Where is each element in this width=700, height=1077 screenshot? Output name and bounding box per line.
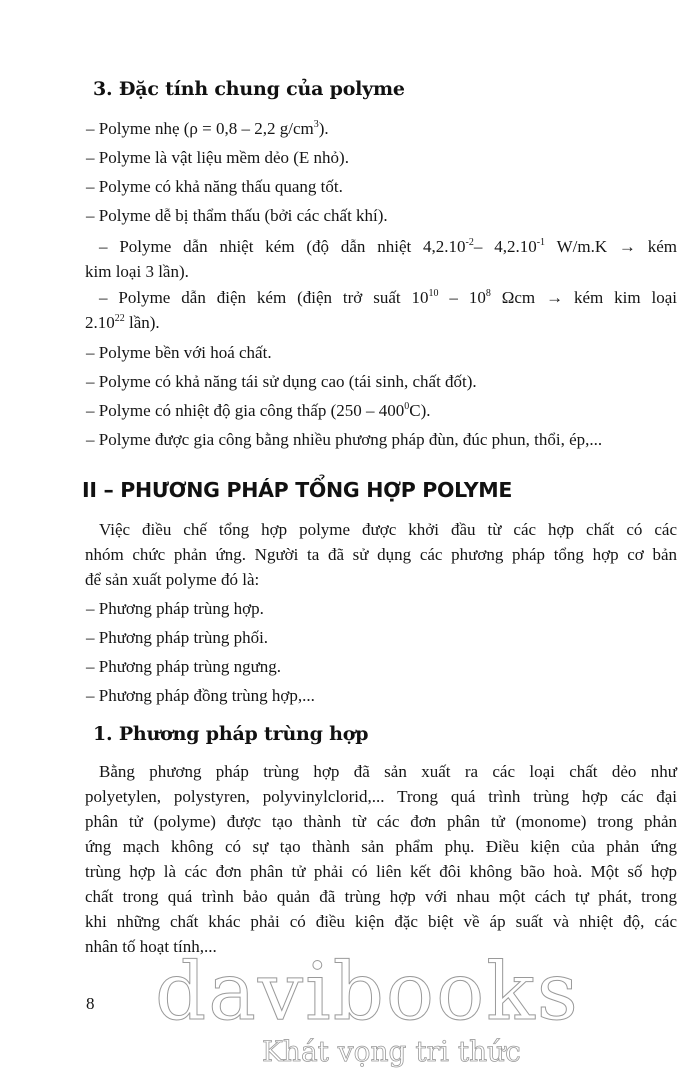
page-number: 8 [86,994,95,1013]
method-item: – Phương pháp đồng trùng hợp,... [86,686,315,705]
paragraph-line: Việc điều chế tổng hợp polyme được khởi đầu từ các hợp chất có các [99,520,677,539]
paragraph-line: Bằng phương pháp trùng hợp đã sản xuất ra các loại chất dẻo như [99,762,677,781]
paragraph-line: nhóm chức phản ứng. Người ta đã sử dụng các phương pháp tổng hợp cơ bản [85,545,677,564]
item-text: C). [409,401,431,420]
paragraph-line: polyetylen, polystyren, polyvinylclorid,... Trong quá trình trùng hợp các đại [85,787,677,806]
list-item-continuation: kim loại 3 lần). [85,262,189,281]
paragraph-line: khi những chất khác phải có điều kiện đặc biệt về áp suất và nhiệt độ, các [85,912,677,931]
list-item: – Polyme được gia công bằng nhiều phương pháp đùn, đúc phun, thổi, ép,... [86,430,603,449]
method-item: – Phương pháp trùng ngưng. [86,657,282,676]
list-item: – Polyme dễ bị thẩm thấu (bởi các chất khí). [86,206,388,225]
paragraph-line: chất trong quá trình bảo quản đã trùng hợp với nhau một cách tự phát, trong [85,887,677,906]
list-item: – Polyme có khả năng tái sử dụng cao (tái sinh, chất đốt). [86,372,477,391]
item-text: 2.10 [85,313,115,332]
item-text: – Polyme có nhiệt độ gia công thấp (250 – 400 [86,401,405,420]
paragraph-line: ứng mạch không có sự tạo thành sản phẩm phụ. Điều kiện của phản ứng [85,837,677,856]
item-text: Ωcm → kém kim loại [490,288,678,307]
item-text: – Polyme dẫn nhiệt kém (độ dẫn nhiệt 4,2.10 [99,237,466,256]
paragraph-line: phân tử (polyme) được tạo thành từ các đơn phân tử (monome) trong phản [85,812,677,831]
paragraph-line: trùng hợp là các đơn phân tử phải có liên kết đôi không bão hoà. Một số hợp [85,862,677,881]
superscript: -1 [536,237,546,248]
superscript: 22 [114,313,125,324]
watermark-slogan: Khát vọng tri thức [262,1035,521,1068]
method-item: – Phương pháp trùng phối. [86,628,269,647]
item-text: lần). [124,313,160,332]
superscript: 8 [485,288,491,299]
item-text: – Polyme nhẹ (ρ = 0,8 – 2,2 g/cm [86,119,314,138]
item-text: – 4,2.10 [473,237,537,256]
item-text: ). [318,119,329,138]
superscript: 10 [428,288,439,299]
paragraph-line: để sản xuất polyme đó là: [85,570,260,589]
list-item: – Polyme có khả năng thấu quang tốt. [86,177,343,196]
item-text: – Polyme dẫn điện kém (điện trở suất 10 [99,288,429,307]
list-item-continuation [85,313,160,333]
item-text: W/m.K → kém [545,237,678,256]
list-item [99,288,677,308]
watermark-brand: davibooks [155,945,580,1038]
list-item [86,401,430,421]
item-text: – 10 [438,288,486,307]
superscript: 0 [404,401,410,412]
list-item [86,119,329,139]
list-item: – Polyme là vật liệu mềm dẻo (E nhỏ). [86,148,349,167]
list-item: – Polyme bền với hoá chất. [86,343,272,362]
subsection-heading-polymerization: 1. Phương pháp trùng hợp [93,723,369,745]
method-item: – Phương pháp trùng hợp. [86,599,264,618]
superscript: -2 [465,237,474,248]
superscript: 3 [313,119,319,130]
chapter-heading-synthesis-methods: II – PHƯƠNG PHÁP TỔNG HỢP POLYME [82,478,513,502]
paragraph-line: nhân tố hoạt tính,... [85,937,217,956]
section-heading-characteristics: 3. Đặc tính chung của polyme [93,78,405,100]
list-item [99,237,677,257]
